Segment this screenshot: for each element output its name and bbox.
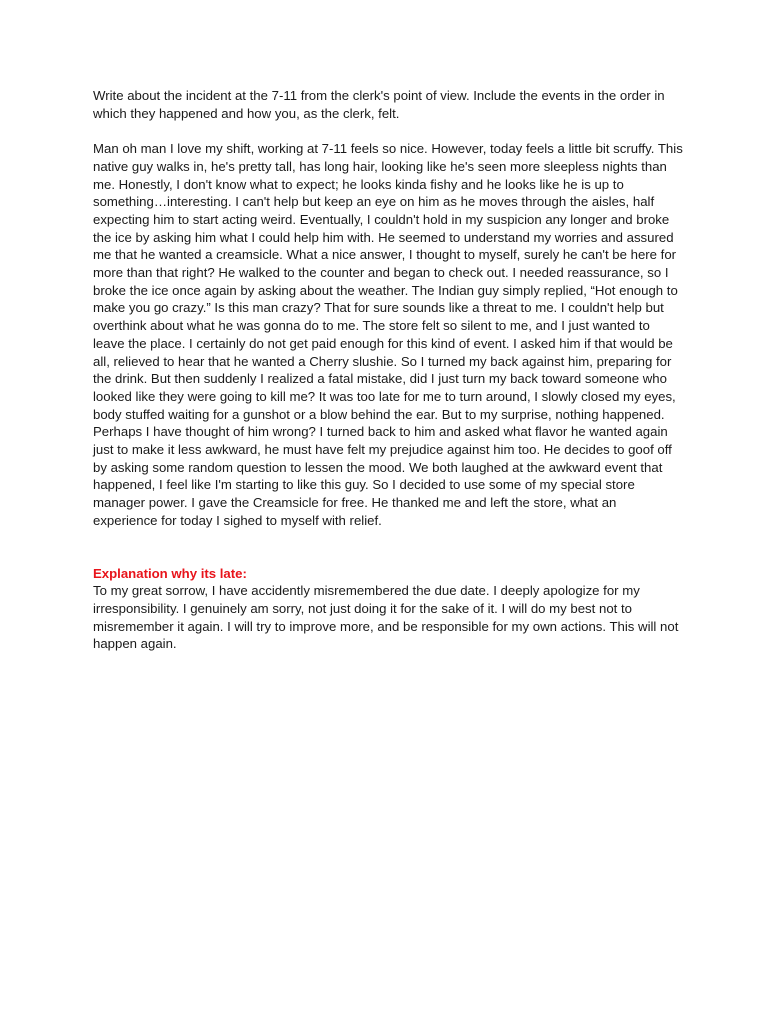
- assignment-prompt: Write about the incident at the 7-11 from the clerk's point of view. Include the events in the order in which they happened and how you, as the clerk, felt.: [93, 88, 665, 121]
- document-page: [93, 87, 683, 653]
- section-spacer: [93, 530, 683, 565]
- story-paragraph: Man oh man I love my shift, working at 7-11 feels so nice. However, today feels a little bit scruffy. This native guy walks in, he's pretty tall, has long hair, looking like he's seen more sleepless nights than me. Honestly, I don't know what to expect; he looks kinda fishy and he looks like he is up to something…interesting. I can't help but keep an eye on him as he moves through the aisles, half expecting him to start acting weird. Eventually, I couldn't hold in my suspicion any longer and broke the ice by asking him what I could help him with. He seemed to understand my worries and assured me that he wanted a creamsicle. What a nice answer, I thought to myself, surely he can't be here for more than that right? He walked to the counter and began to check out. I needed reassurance, so I broke the ice once again by asking about the weather. The Indian guy simply replied, “Hot enough to make you go crazy.” Is this man crazy? That for sure sounds like a threat to me. I couldn't help but overthink about what he was gonna do to me. The store felt so silent to me, and I just wanted to leave the place. I certainly do not get paid enough for this kind of event. I asked him if that would be all, relieved to hear that he wanted a Cherry slushie. So I turned my back against him, preparing for the drink. But then suddenly I realized a fatal mistake, did I just turn my back toward someone who looked like they were going to kill me? It was too late for me to turn around, I slowly closed my eyes, body stuffed waiting for a gunshot or a blow behind the ear. But to my surprise, nothing happened. Perhaps I have thought of him wrong? I turned back to him and asked what flavor he wanted again just to make it less awkward, he must have felt my prejudice against him too. He decides to goof off by asking some random question to lessen the mood. We both laughed at the awkward event that happened, I feel like I'm starting to like this guy. So I decided to use some of my special store manager power. I gave the Creamsicle for free. He thanked me and left the store, what an experience for today I sighed to myself with relief.: [93, 141, 683, 528]
- late-explanation-heading: Explanation why its late:: [93, 565, 247, 581]
- late-explanation-paragraph: To my great sorrow, I have accidently misremembered the due date. I deeply apologize for my irresponsibility. I genuinely am sorry, not just doing it for the sake of it. I will do my best not to misremember it again. I will try to improve more, and be responsible for my own actions. This will not happen again.: [93, 583, 679, 652]
